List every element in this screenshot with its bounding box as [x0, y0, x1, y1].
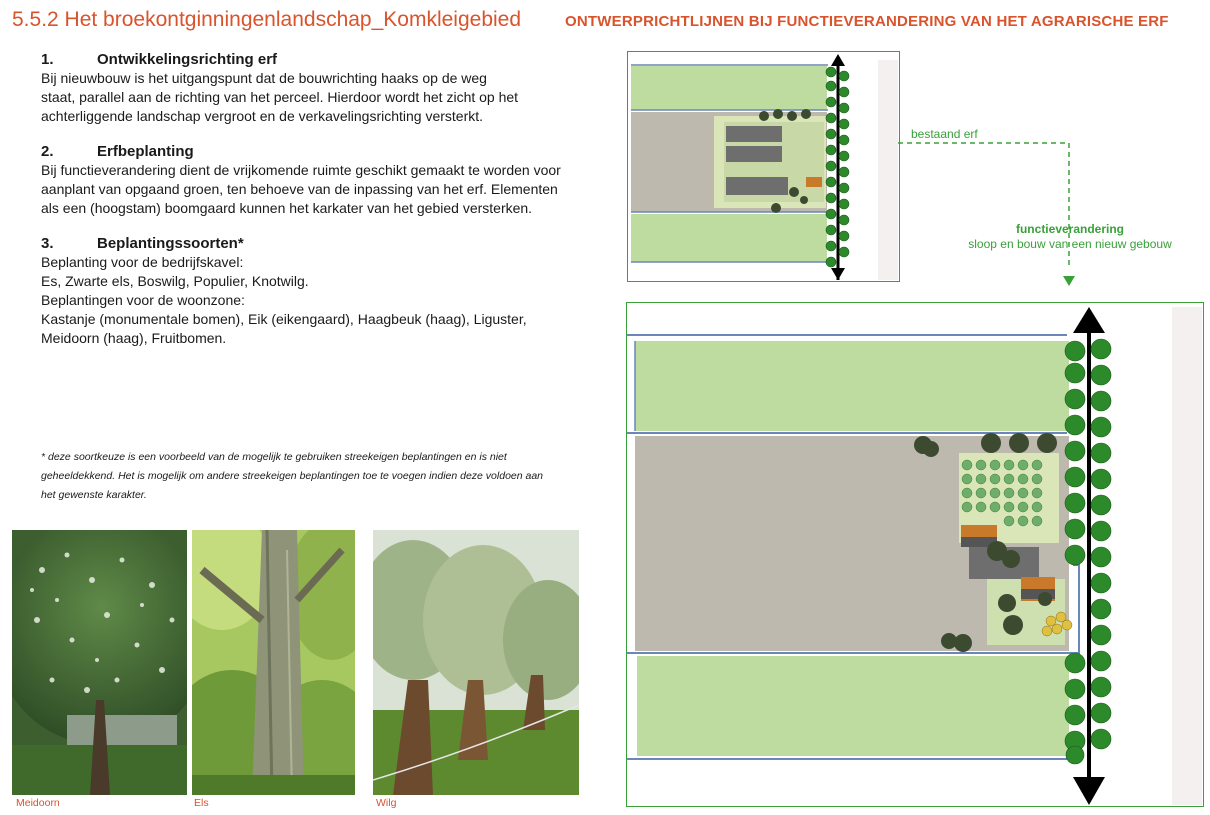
- photo-caption-wilg: Wilg: [376, 797, 397, 809]
- section-3-line: Kastanje (monumentale bomen), Eik (eikengaard), Haagbeuk (haag), Liguster,: [41, 311, 527, 327]
- photo-meidoorn: [12, 530, 187, 795]
- photo-wilg: [373, 530, 579, 795]
- photo-els: [192, 530, 355, 795]
- section-2-line: Bij functieverandering dient de vrijkomende ruimte geschikt gemaakt te worden voor: [41, 162, 561, 178]
- section-3-title: Beplantingssoorten*: [97, 235, 244, 252]
- label-function-change: [940, 222, 1200, 252]
- section-1-heading: [41, 50, 572, 69]
- plan-existing-yard: [627, 51, 900, 282]
- section-3-body: [41, 253, 572, 348]
- section-2-number: 2.: [41, 143, 54, 160]
- section-1-line: Bij nieuwbouw is het uitgangspunt dat de bouwrichting haaks op de weg: [41, 70, 487, 86]
- section-3-line: Meidoorn (haag), Fruitbomen.: [41, 330, 227, 346]
- plan-new-yard: [626, 302, 1204, 807]
- label-function-change-subtitle: sloop en bouw van een nieuw gebouw: [968, 237, 1172, 251]
- section-2-line: als een (hoogstam) boomgaard kunnen het karkater van het gebied versterken.: [41, 200, 533, 216]
- section-2-line: aanplant van opgaand groen, ten behoeve van de inpassing van het erf. Elementen: [41, 181, 558, 197]
- label-existing-yard: bestaand erf: [911, 127, 978, 141]
- footnote-line: * deze soortkeuze is een voorbeeld van de mogelijk te gebruiken streekeigen beplantingen en is niet: [41, 451, 507, 463]
- section-3-line: Beplantingen voor de woonzone:: [41, 292, 245, 308]
- footnote-line: het gewenste karakter.: [41, 489, 147, 501]
- section-2-body: [41, 161, 572, 218]
- label-function-change-title: functieverandering: [1015, 222, 1125, 236]
- section-1-number: 1.: [41, 51, 54, 68]
- section-3-line: Es, Zwarte els, Boswilg, Populier, Knotwilg.: [41, 273, 309, 289]
- section-2-title: Erfbeplanting: [97, 143, 194, 160]
- photo-caption-meidoorn: Meidoorn: [16, 797, 60, 809]
- section-1-title: Ontwikkelingsrichting erf: [97, 51, 278, 68]
- page-title: 5.5.2 Het broekontginningenlandschap_Komkleigebied: [12, 8, 522, 31]
- photo-caption-els: Els: [194, 797, 209, 809]
- page-subtitle: ONTWERPRICHTLIJNEN BIJ FUNCTIEVERANDERING VAN HET AGRARISCHE ERF: [565, 13, 1169, 30]
- section-1-body: [41, 69, 572, 126]
- section-2-heading: [41, 142, 572, 161]
- footnote-line: geheeldekkend. Het is mogelijk om andere streekeigen beplantingen toe te voegen indien deze voldoen aan: [41, 470, 544, 482]
- section-3-heading: [41, 234, 572, 253]
- section-3-number: 3.: [41, 235, 54, 252]
- section-1-line: achterliggende landschap vergroot en de verkavelingsrichting versterkt.: [41, 108, 484, 124]
- section-1-line: staat, parallel aan de richting van het perceel. Hierdoor wordt het zicht op het: [41, 89, 519, 105]
- section-3-line: Beplanting voor de bedrijfskavel:: [41, 254, 244, 270]
- text-column: [41, 50, 572, 348]
- footnote: [41, 448, 572, 505]
